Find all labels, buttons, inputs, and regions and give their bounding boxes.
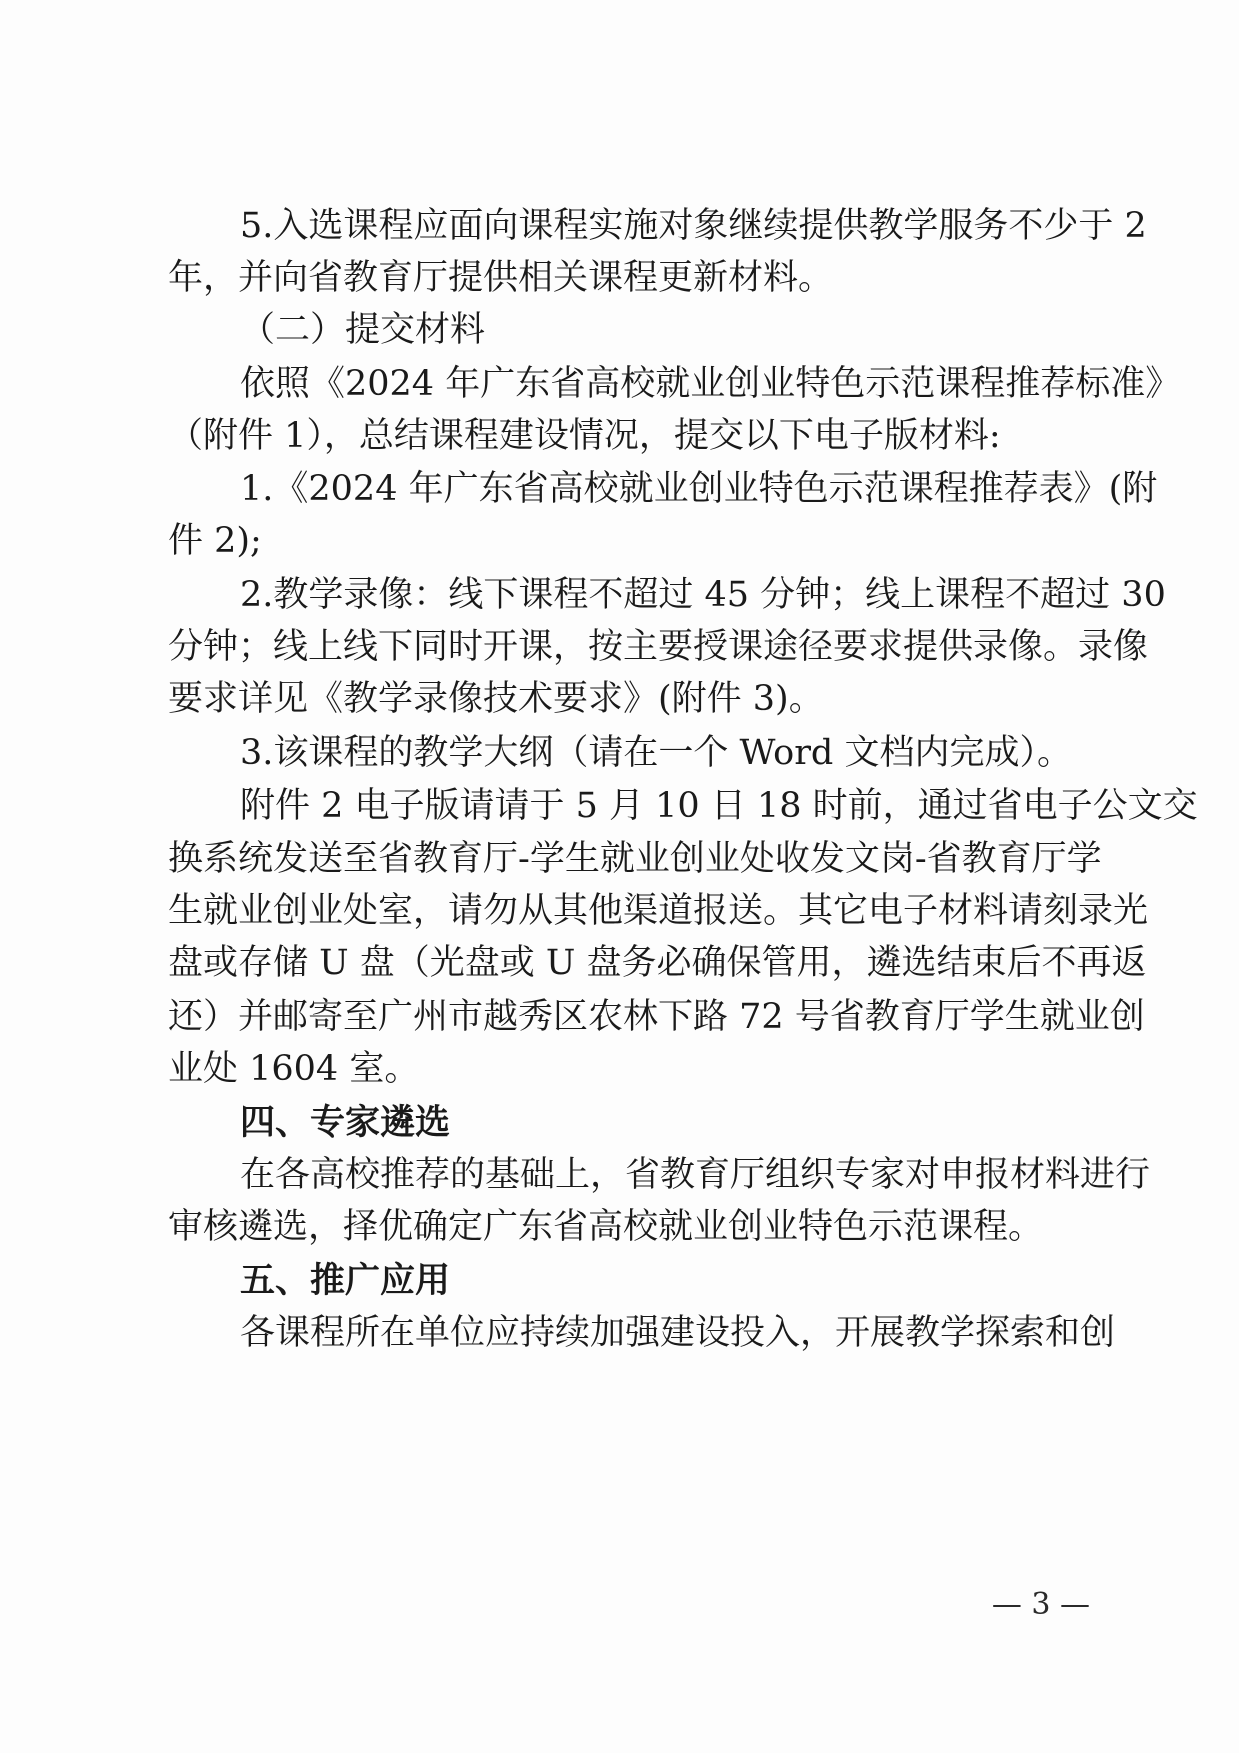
section-heading: 四、专家遴选 (240, 1102, 451, 1143)
list-item-line: 分钟；线上线下同时开课，按主要授课途径要求提供录像。录像 (168, 627, 1149, 667)
list-item-line: 2.教学录像：线下课程不超过 45 分钟；线上课程不超过 30 (240, 575, 1166, 615)
paragraph-line: 审核遴选，择优确定广东省高校就业创业特色示范课程。 (168, 1207, 1044, 1247)
paragraph-line: 业处 1604 室。 (168, 1049, 420, 1089)
paragraph-line: 5.入选课程应面向课程实施对象继续提供教学服务不少于 2 (240, 206, 1147, 246)
list-item-line: 件 2); (168, 521, 262, 561)
paragraph-line: 附件 2 电子版请请于 5 月 10 日 18 时前，通过省电子公文交 (240, 786, 1198, 826)
list-item-line: 要求详见《教学录像技术要求》(附件 3)。 (168, 679, 824, 719)
paragraph-line: 换系统发送至省教育厅-学生就业创业处收发文岗-省教育厅学 (168, 839, 1102, 879)
paragraph-line: 各课程所在单位应持续加强建设投入，开展教学探索和创 (240, 1313, 1116, 1353)
paragraph-line: （附件 1），总结课程建设情况，提交以下电子版材料: (168, 416, 1001, 456)
paragraph-line: 盘或存储 U 盘（光盘或 U 盘务必确保管用，遴选结束后不再返 (168, 943, 1147, 983)
paragraph-line: 还）并邮寄至广州市越秀区农林下路 72 号省教育厅学生就业创 (168, 997, 1145, 1037)
paragraph-line: 依照《2024 年广东省高校就业创业特色示范课程推荐标准》 (240, 364, 1181, 404)
section-heading: 五、推广应用 (240, 1260, 451, 1301)
section-heading: （二）提交材料 (240, 310, 486, 350)
paragraph-line: 年，并向省教育厅提供相关课程更新材料。 (168, 258, 834, 298)
paragraph-line: 生就业创业处室，请勿从其他渠道报送。其它电子材料请刻录光 (168, 891, 1149, 931)
list-item-line: 3.该课程的教学大纲（请在一个 Word 文档内完成）。 (240, 733, 1072, 773)
page-number: — 3 — (991, 1587, 1090, 1622)
list-item-line: 1.《2024 年广东省高校就业创业特色示范课程推荐表》(附 (240, 469, 1158, 509)
paragraph-line: 在各高校推荐的基础上，省教育厅组织专家对申报材料进行 (240, 1155, 1151, 1195)
